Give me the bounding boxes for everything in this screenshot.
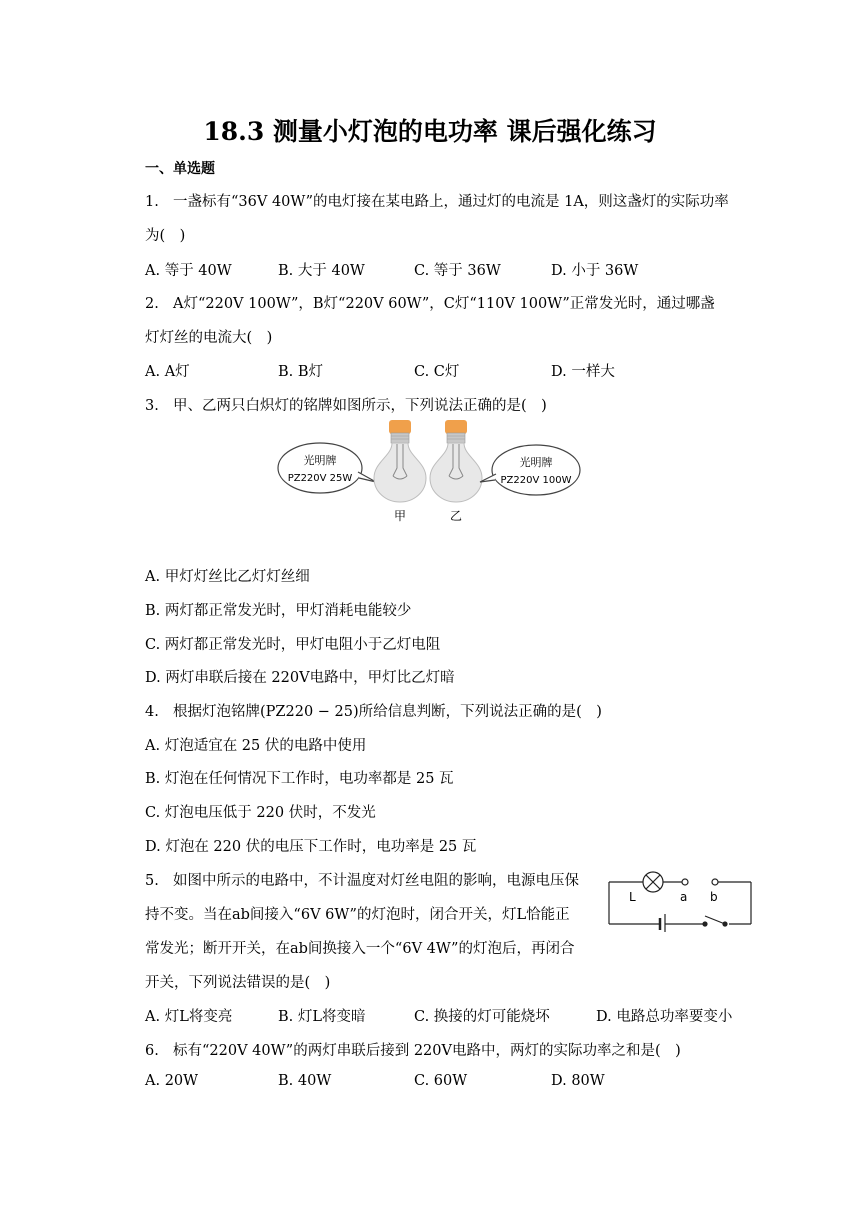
question-5-line4: 开关，下列说法错误的是( ) [145, 975, 331, 991]
question-number: 3. [145, 398, 159, 414]
question-2-line1 [145, 292, 715, 313]
option-a: A. 灯L将变亮 [145, 1009, 233, 1025]
question-text: 根据灯泡铭牌(PZ220 − 25)所给信息判断，下列说法正确的是( ) [173, 704, 602, 720]
right-spec-text: PZ220V 100W [500, 475, 572, 486]
question-number: 4. [145, 704, 159, 720]
question-number: 1. [145, 194, 159, 210]
terminal-b-label: b [710, 890, 718, 904]
option-a: A. A灯 [145, 364, 190, 380]
question-text: 甲、乙两只白炽灯的铭牌如图所示，下列说法正确的是( ) [173, 398, 547, 414]
question-number: 2. [145, 296, 159, 312]
option-c: C. 两灯都正常发光时，甲灯电阻小于乙灯电阻 [145, 637, 441, 653]
question-5-line2: 持不变。当在ab间接入“6V 6W”的灯泡时，闭合开关，灯L恰能正 [145, 907, 570, 923]
left-spec-text: PZ220V 25W [287, 473, 353, 484]
option-a: A. 灯泡适宜在 25 伏的电路中使用 [145, 738, 367, 754]
option-b: B. 灯泡在任何情况下工作时，电功率都是 25 瓦 [145, 771, 454, 787]
option-b: B. 灯L将变暗 [278, 1009, 366, 1025]
right-bulb-icon [430, 420, 482, 502]
right-brand-text: 光明牌 [519, 456, 553, 469]
question-text: A灯“220V 100W”，B灯“220V 60W”，C灯“110V 100W”正常发光时，通过哪盏 [173, 296, 715, 312]
question-text: 如图中所示的电路中，不计温度对灯丝电阻的影响，电源电压保 [173, 873, 579, 889]
option-b: B. 两灯都正常发光时，甲灯消耗电能较少 [145, 603, 412, 619]
left-brand-text: 光明牌 [303, 454, 337, 467]
left-nameplate-bubble [278, 443, 376, 493]
question-6-line1 [145, 1039, 681, 1060]
option-c: C. C灯 [414, 364, 460, 380]
option-d: D. 电路总功率要变小 [596, 1009, 733, 1025]
option-d: D. 灯泡在 220 伏的电压下工作时，电功率是 25 瓦 [145, 839, 477, 855]
question-text: 一盏标有“36V 40W”的电灯接在某电路上，通过灯的电流是 1A，则这盏灯的实际功率 [173, 194, 729, 210]
question-1-line1 [145, 190, 729, 211]
question-1-line2: 为( ) [145, 228, 186, 244]
option-b: B. 大于 40W [278, 263, 365, 279]
question-5-line3: 常发光；断开开关，在ab间换接入一个“6V 4W”的灯泡后，再闭合 [145, 941, 575, 957]
option-c: C. 换接的灯可能烧坏 [414, 1009, 550, 1025]
left-bulb-label: 甲 [393, 509, 407, 523]
option-d: D. 两灯串联后接在 220V电路中，甲灯比乙灯暗 [145, 670, 455, 686]
page-title: 18.3 测量小灯泡的电功率 课后强化练习 [203, 117, 657, 146]
circuit-diagram [605, 866, 755, 932]
question-text: 标有“220V 40W”的两灯串联后接到 220V电路中，两灯的实际功率之和是( ) [173, 1043, 681, 1059]
lamp-label: L [629, 890, 636, 904]
terminal-a-label: a [680, 890, 688, 904]
question-2-line2: 灯灯丝的电流大( ) [145, 330, 273, 346]
question-number: 5. [145, 873, 159, 889]
option-d: D. 小于 36W [551, 263, 639, 279]
option-a: A. 甲灯灯丝比乙灯灯丝细 [145, 569, 310, 585]
option-a: A. 20W [145, 1073, 199, 1089]
right-bulb-label: 乙 [449, 509, 463, 523]
option-b: B. B灯 [278, 364, 324, 380]
question-3-line1 [145, 394, 547, 415]
option-d: D. 一样大 [551, 364, 615, 380]
left-bulb-icon [374, 420, 426, 502]
option-a: A. 等于 40W [145, 263, 232, 279]
question-5-line1 [145, 869, 579, 890]
bulb-nameplate-figure [270, 416, 590, 528]
question-number: 6. [145, 1043, 159, 1059]
option-d: D. 80W [551, 1073, 605, 1089]
option-c: C. 灯泡电压低于 220 伏时，不发光 [145, 805, 376, 821]
section-heading: 一、单选题 [145, 161, 215, 177]
right-nameplate-bubble [480, 445, 580, 495]
option-b: B. 40W [278, 1073, 332, 1089]
option-c: C. 60W [414, 1073, 468, 1089]
question-4-line1 [145, 700, 602, 721]
option-c: C. 等于 36W [414, 263, 501, 279]
